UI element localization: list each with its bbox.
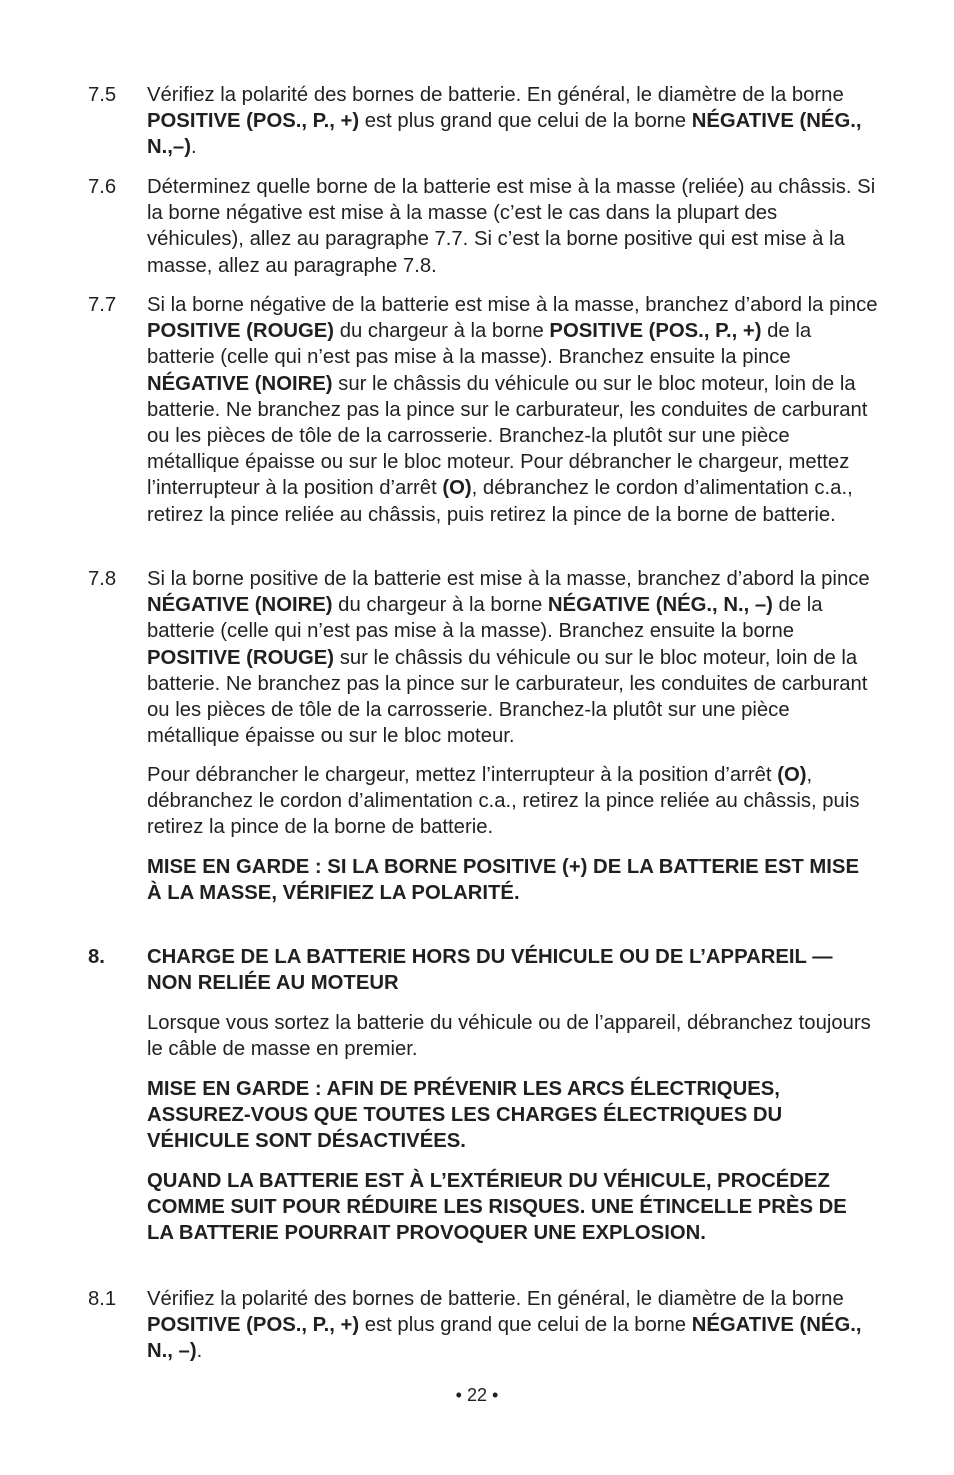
text-run: de la batterie (celle qui n’est pas mise à la masse). Branchez ensuite la borne xyxy=(147,594,823,643)
text-run: du chargeur à la borne xyxy=(334,320,550,343)
text-run: du chargeur à la borne xyxy=(332,594,548,617)
section-7-5 xyxy=(88,82,878,161)
text-run: Pour débrancher le chargeur, mettez l’interrupteur à la position d’arrêt xyxy=(147,764,778,786)
warning-explosion: QUAND LA BATTERIE EST À L’EXTÉRIEUR DU VÉHICULE, PROCÉDEZ COMME SUIT POUR RÉDUIRE LES RISQUES. UNE ÉTINCELLE PRÈS DE LA BATTERIE POURRAIT PROVOQUER UNE EXPLOSION. xyxy=(147,1170,847,1245)
section-7-8 xyxy=(88,566,878,749)
bold-term: POSITIVE (POS., P., +) xyxy=(147,1314,360,1337)
section-text xyxy=(147,1286,878,1365)
section-7-8-disconnect-paragraph xyxy=(147,762,877,841)
bold-term: POSITIVE (ROUGE) xyxy=(147,320,335,343)
text-run: Si la borne négative de la batterie est mise à la masse, branchez d’abord la pince xyxy=(147,294,878,316)
section-7-6 xyxy=(88,174,878,279)
text-run: sur le châssis du véhicule ou sur le bloc moteur, loin de la batterie. Ne branchez pas la pince sur le carburateur, les conduites de carburant ou les pièces de tôle de la carrosserie. Branchez-la plutôt sur une pièce métallique épaisse ou sur le bloc moteur. Pour débrancher le chargeur, mettez l’interrupteur à la position d’arrêt xyxy=(147,372,868,500)
bold-term: POSITIVE (POS., P., +) xyxy=(147,110,360,133)
bold-term: NÉGATIVE (NOIRE) xyxy=(147,372,333,395)
warning-polarity: MISE EN GARDE : SI LA BORNE POSITIVE (+) DE LA BATTERIE EST MISE À LA MASSE, VÉRIFIEZ LA POLARITÉ. xyxy=(147,856,859,905)
section-text xyxy=(147,292,878,528)
bold-term: NÉGATIVE (NÉG., N.,–) xyxy=(147,110,862,159)
section-number: 7.5 xyxy=(88,84,117,106)
bold-term: NÉGATIVE (NOIRE) xyxy=(147,594,333,617)
section-7-7 xyxy=(88,292,878,528)
text-run: Vérifiez la polarité des bornes de batterie. En général, le diamètre de la borne xyxy=(147,1288,844,1310)
bold-term: POSITIVE (ROUGE) xyxy=(147,646,335,669)
text-run: sur le châssis du véhicule ou sur le bloc moteur, loin de la batterie. Ne branchez pas la pince sur le carburateur, les conduites de carburant ou les pièces de tôle de la carrosserie. Branchez-la plutôt sur une pièce métallique épaisse ou sur le bloc moteur. xyxy=(147,646,868,748)
text-run: , débranchez le cordon d’alimentation c.a., retirez la pince reliée au châssis, puis retirez la pince de la borne de batterie. xyxy=(147,764,860,839)
section-text xyxy=(147,566,878,749)
section-number: 8.1 xyxy=(88,1288,117,1310)
section-8-heading xyxy=(88,944,878,996)
section-number: 7.8 xyxy=(88,568,117,590)
text-run: . xyxy=(190,136,197,159)
section-number: 7.7 xyxy=(88,294,117,316)
text-run: Si la borne positive de la batterie est mise à la masse, branchez d’abord la pince xyxy=(147,568,870,590)
page-number: • 22 • xyxy=(455,1385,499,1405)
section-text: Déterminez quelle borne de la batterie est mise à la masse (reliée) au châssis. Si la borne négative est mise à la masse (c’est le cas dans la plupart des véhicules), allez au paragraphe 7.7. Si c’est la borne positive qui est mise à la masse, allez au paragraphe 7.8. xyxy=(147,176,876,277)
section-number: 8. xyxy=(88,946,105,968)
section-8-1 xyxy=(88,1286,878,1365)
warning-electrical-arcs: MISE EN GARDE : AFIN DE PRÉVENIR LES ARCS ÉLECTRIQUES, ASSUREZ-VOUS QUE TOUTES LES CHARGES ÉLECTRIQUES DU VÉHICULE SONT DÉSACTIVÉES. xyxy=(147,1078,783,1153)
bold-term: POSITIVE (POS., P., +) xyxy=(549,320,762,343)
text-run: , débranchez le cordon d’alimentation c.a., retirez la pince reliée au châssis, puis retirez la pince de la borne de batterie. xyxy=(147,477,853,526)
text-run: . xyxy=(196,1340,203,1363)
bold-term: NÉGATIVE (NÉG., N., –) xyxy=(147,1314,862,1363)
bold-term: (O) xyxy=(777,764,807,786)
section-8-paragraph: Lorsque vous sortez la batterie du véhicule ou de l’appareil, débranchez toujours le câble de masse en premier. xyxy=(147,1012,871,1061)
section-number: 7.6 xyxy=(88,176,117,198)
text-run: est plus grand que celui de la borne xyxy=(359,110,692,133)
text-run: est plus grand que celui de la borne xyxy=(359,1314,692,1337)
text-run: Vérifiez la polarité des bornes de batterie. En général, le diamètre de la borne xyxy=(147,84,844,106)
bold-term: NÉGATIVE (NÉG., N., –) xyxy=(547,594,773,617)
section-text xyxy=(147,82,878,161)
bold-term: (O) xyxy=(442,477,472,500)
section-heading: CHARGE DE LA BATTERIE HORS DU VÉHICULE OU DE L’APPAREIL — NON RELIÉE AU MOTEUR xyxy=(147,946,833,995)
text-run: de la batterie (celle qui n’est pas mise à la masse). Branchez ensuite la pince xyxy=(147,320,812,369)
